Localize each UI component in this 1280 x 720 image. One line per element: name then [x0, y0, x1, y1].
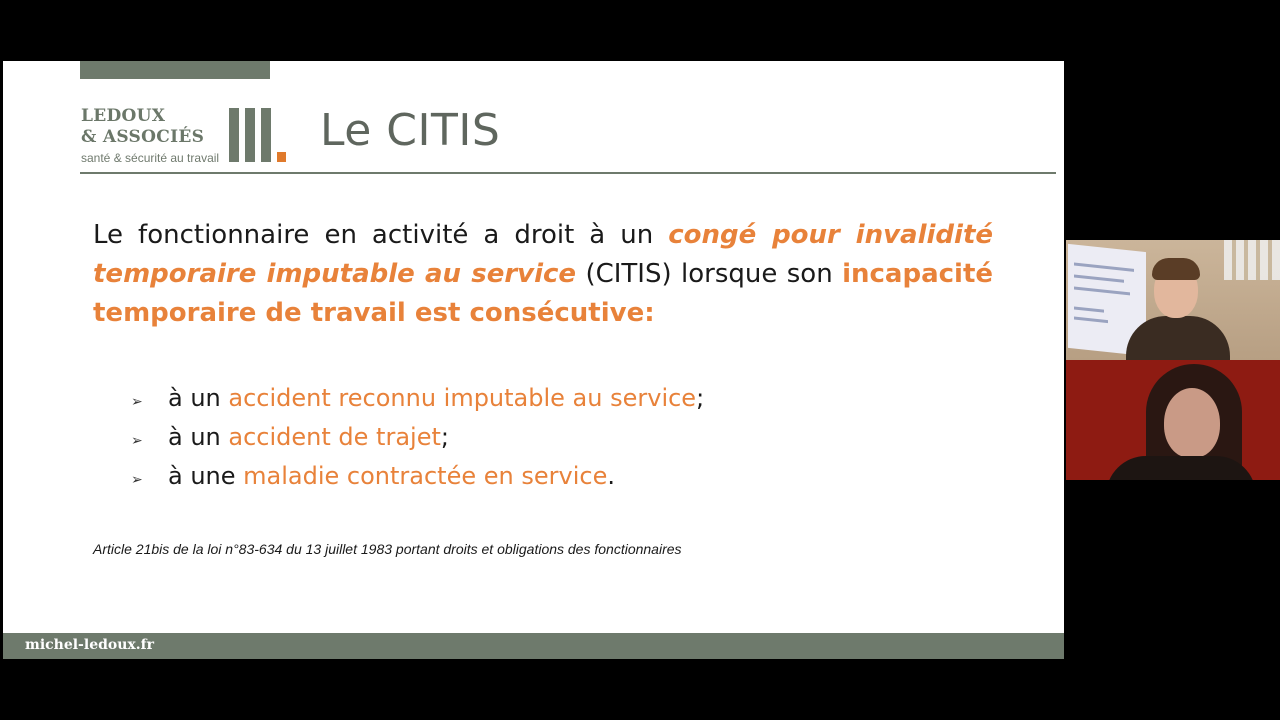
- bullet-highlight: accident de trajet: [228, 423, 441, 451]
- webcam-tile-participant[interactable]: [1066, 360, 1280, 480]
- bullet-prefix: à un: [168, 384, 229, 412]
- arrow-bullet-icon: ➢: [131, 394, 143, 410]
- conditions-list: [131, 379, 931, 496]
- logo-name-line-2: & ASSOCIÉS: [81, 127, 205, 147]
- list-item: [131, 418, 931, 457]
- webcam-tile-presenter[interactable]: [1066, 240, 1280, 360]
- footer-website: michel-ledoux.fr: [25, 637, 155, 653]
- slide-top-accent-bar: [80, 61, 270, 79]
- legal-citation: Article 21bis de la loi n°83-634 du 13 juillet 1983 portant droits et obligations des fonctionnaires: [93, 541, 682, 557]
- intro-text-part-1: Le fonctionnaire en activité a droit à un: [93, 220, 669, 250]
- participant-face: [1164, 388, 1220, 458]
- bullet-prefix: à un: [168, 423, 229, 451]
- slide-footer: [3, 633, 1064, 659]
- list-item: [131, 457, 931, 496]
- bullet-suffix: ;: [696, 384, 705, 412]
- bullet-suffix: ;: [440, 423, 449, 451]
- presenter-hair: [1152, 258, 1200, 280]
- bullet-highlight: accident reconnu imputable au service: [228, 384, 697, 412]
- slide-title: Le CITIS: [320, 105, 501, 156]
- presenter-body: [1126, 316, 1230, 360]
- presentation-slide: [3, 61, 1064, 659]
- title-divider: [80, 172, 1056, 174]
- logo-name-line-1: LEDOUX: [81, 106, 166, 126]
- background-wall-tiles: [1224, 240, 1280, 280]
- bullet-highlight: maladie contractée en service: [243, 462, 608, 490]
- logo-mark-icon: [229, 108, 289, 164]
- intro-highlight-citis: congé pour invalidité temporaire imputable au service: [93, 220, 994, 289]
- company-logo-name: [81, 106, 231, 148]
- list-item: [131, 379, 931, 418]
- bullet-suffix: .: [607, 462, 615, 490]
- arrow-bullet-icon: ➢: [131, 472, 143, 488]
- intro-highlight-incapacity: incapacité temporaire de travail est consécutive:: [93, 259, 994, 328]
- participant-body: [1106, 456, 1256, 480]
- intro-paragraph: [93, 216, 993, 333]
- bullet-prefix: à une: [168, 462, 244, 490]
- intro-text-part-2: (CITIS) lorsque son: [576, 259, 843, 289]
- arrow-bullet-icon: ➢: [131, 433, 143, 449]
- logo-tagline: santé & sécurité au travail: [81, 151, 220, 165]
